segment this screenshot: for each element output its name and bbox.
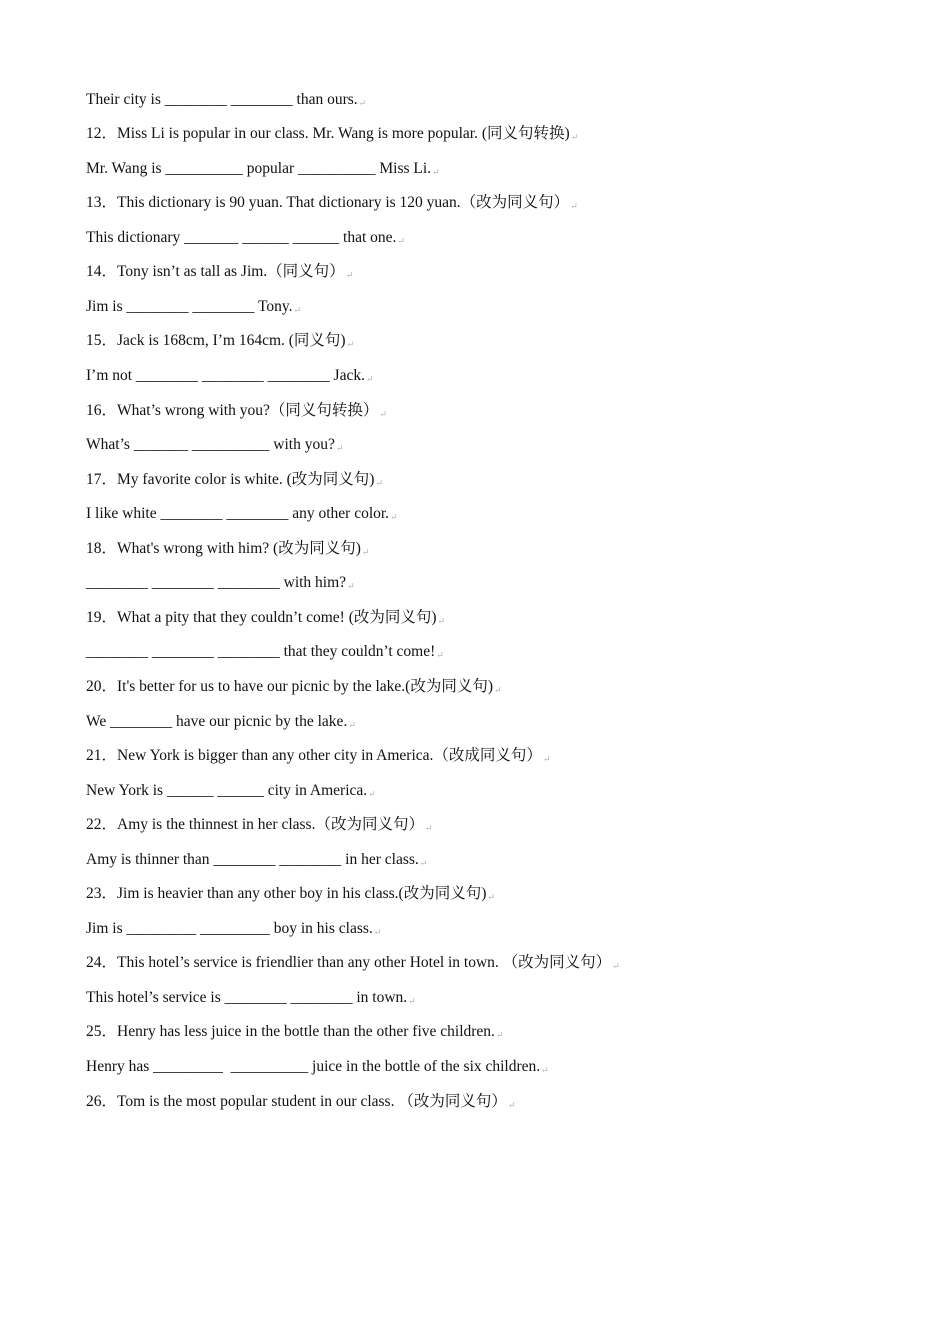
question-line [86, 1090, 515, 1114]
answer-line [86, 986, 416, 1010]
paragraph-mark-icon: ↵ [379, 409, 387, 419]
paragraph-mark-icon: ↵ [507, 1100, 516, 1110]
line-text: 17．My favorite color is white. (改为同义句) [86, 471, 375, 488]
line-text: I like white ________ ________ any other color. [86, 505, 390, 522]
answer-line [86, 433, 343, 457]
line-text: I’m not ________ ________ ________ Jack. [86, 367, 365, 384]
paragraph-mark-icon: ↵ [612, 961, 620, 971]
answer-line [86, 640, 444, 664]
line-text: ________ ________ ________ that they couldn’t come! [86, 643, 436, 660]
paragraph-mark-icon: ↵ [397, 236, 405, 246]
paragraph-mark-icon: ↵ [346, 339, 355, 349]
line-text: 20．It's better for us to have our picnic by the lake.(改为同义句) [86, 678, 493, 695]
line-text: 14．Tony isn’t as tall as Jim.（同义句） [86, 263, 345, 280]
question-line [86, 1020, 503, 1044]
answer-line [86, 1055, 549, 1079]
answer-line [86, 364, 374, 388]
answer-line [86, 502, 398, 526]
line-text: 12．Miss Li is popular in our class. Mr. Wang is more popular. (同义句转换) [86, 125, 570, 142]
line-text: ________ ________ ________ with him? [86, 574, 347, 591]
answer-line [86, 917, 381, 941]
answer-line [86, 779, 376, 803]
paragraph-mark-icon: ↵ [432, 167, 440, 177]
paragraph-mark-icon: ↵ [542, 754, 551, 764]
line-text: Jim is ________ ________ Tony. [86, 298, 293, 315]
paragraph-mark-icon: ↵ [347, 581, 355, 591]
line-text: Their city is ________ ________ than ours. [86, 91, 358, 108]
question-line [86, 399, 387, 423]
paragraph-mark-icon: ↵ [358, 98, 367, 108]
paragraph-mark-icon: ↵ [373, 927, 382, 937]
line-text: 16．What’s wrong with you?（同义句转换） [86, 402, 379, 419]
paragraph-mark-icon: ↵ [570, 201, 578, 211]
answer-line [86, 295, 301, 319]
answer-line [86, 848, 427, 872]
line-text: New York is ______ ______ city in America. [86, 782, 368, 799]
question-line [86, 951, 620, 975]
paragraph-mark-icon: ↵ [293, 305, 302, 315]
line-text: 26．Tom is the most popular student in our class. （改为同义句） [86, 1093, 507, 1110]
question-line [86, 468, 383, 492]
line-text: 23．Jim is heavier than any other boy in his class.(改为同义句) [86, 885, 487, 902]
line-text: What’s _______ __________ with you? [86, 436, 335, 453]
paragraph-mark-icon: ↵ [541, 1065, 549, 1075]
answer-line [86, 88, 366, 112]
paragraph-mark-icon: ↵ [437, 616, 446, 626]
paragraph-mark-icon: ↵ [368, 789, 376, 799]
question-line [86, 675, 502, 699]
answer-line [86, 157, 440, 181]
paragraph-mark-icon: ↵ [390, 512, 398, 522]
question-line [86, 882, 495, 906]
line-text: This hotel’s service is ________ ________ in town. [86, 989, 408, 1006]
paragraph-mark-icon: ↵ [424, 823, 433, 833]
line-text: 15．Jack is 168cm, I’m 164cm. (同义句) [86, 332, 346, 349]
line-text: 19．What a pity that they couldn’t come! (改为同义句) [86, 609, 437, 626]
line-text: Henry has _________ __________ juice in the bottle of the six children. [86, 1058, 541, 1075]
question-line [86, 260, 353, 284]
line-text: 24．This hotel’s service is friendlier than any other Hotel in town. （改为同义句） [86, 954, 612, 971]
line-text: 22．Amy is the thinnest in her class.（改为同义句） [86, 816, 424, 833]
paragraph-mark-icon: ↵ [375, 478, 383, 488]
question-line [86, 744, 550, 768]
question-line [86, 813, 433, 837]
paragraph-mark-icon: ↵ [361, 547, 370, 557]
question-line [86, 191, 578, 215]
paragraph-mark-icon: ↵ [436, 650, 444, 660]
line-text: 18．What's wrong with him? (改为同义句) [86, 540, 361, 557]
paragraph-mark-icon: ↵ [348, 720, 356, 730]
line-text: This dictionary _______ ______ ______ that one. [86, 229, 397, 246]
line-text: 25．Henry has less juice in the bottle than the other five children. [86, 1023, 495, 1040]
line-text: Jim is _________ _________ boy in his class. [86, 920, 373, 937]
paragraph-mark-icon: ↵ [345, 270, 354, 280]
answer-line [86, 710, 356, 734]
line-text: We ________ have our picnic by the lake. [86, 713, 348, 730]
line-text: Amy is thinner than ________ ________ in her class. [86, 851, 419, 868]
line-text: Mr. Wang is __________ popular __________ Miss Li. [86, 160, 432, 177]
paragraph-mark-icon: ↵ [419, 858, 428, 868]
line-text: 21．New York is bigger than any other city in America.（改成同义句） [86, 747, 542, 764]
paragraph-mark-icon: ↵ [570, 132, 579, 142]
paragraph-mark-icon: ↵ [495, 1030, 504, 1040]
paragraph-mark-icon: ↵ [365, 374, 374, 384]
question-line [86, 122, 578, 146]
paragraph-mark-icon: ↵ [408, 996, 416, 1006]
paragraph-mark-icon: ↵ [335, 443, 344, 453]
question-line [86, 606, 445, 630]
paragraph-mark-icon: ↵ [493, 685, 502, 695]
line-text: 13．This dictionary is 90 yuan. That dictionary is 120 yuan.（改为同义句） [86, 194, 570, 211]
question-line [86, 329, 354, 353]
paragraph-mark-icon: ↵ [487, 892, 495, 902]
answer-line [86, 226, 405, 250]
answer-line [86, 571, 355, 595]
question-line [86, 537, 369, 561]
